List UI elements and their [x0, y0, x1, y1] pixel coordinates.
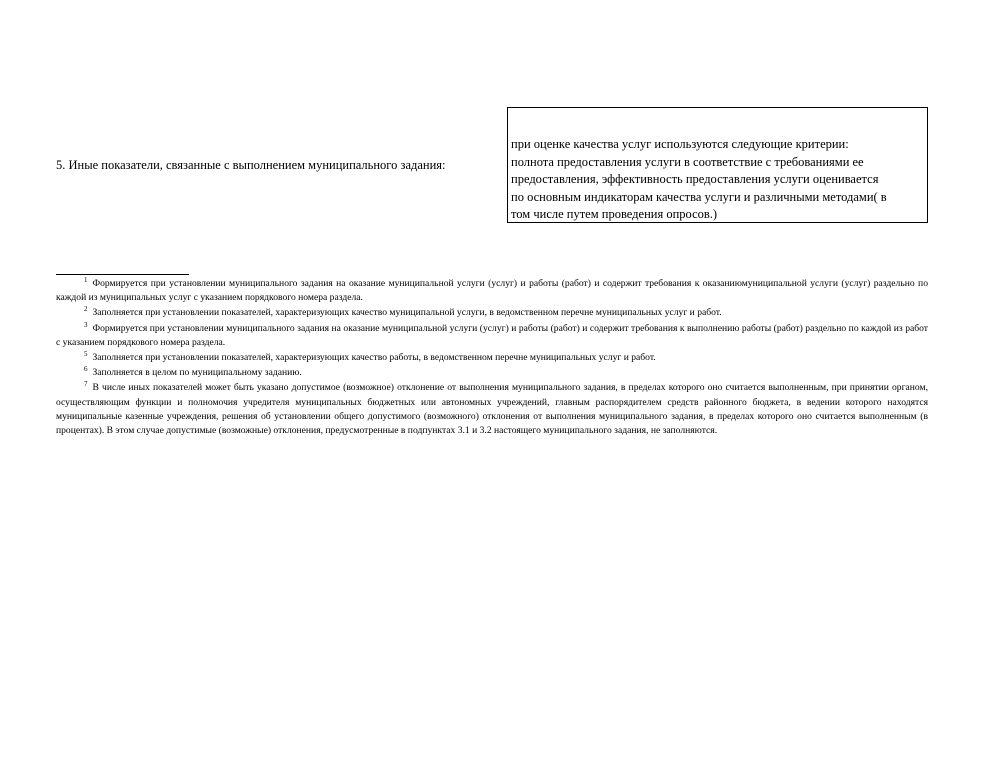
criteria-line: при оценке качества услуг используются следующие критерии: — [511, 137, 849, 151]
footnote-separator — [56, 274, 189, 275]
footnote — [56, 366, 928, 380]
criteria-line: том числе путем проведения опросов.) — [511, 207, 718, 221]
footnote-number: 7 — [84, 380, 88, 389]
footnote-number: 3 — [84, 320, 88, 329]
footnote-text: Формируется при установлении муниципального задания на оказание муниципальной услуги (услуг) и работы (работ) и содержит требования к выполнению работы (работ) раздельно по каждой из работ с указанием порядкового номера раздела. — [56, 322, 928, 348]
criteria-line: предоставления, эффективность предоставления услуги оценивается — [511, 172, 879, 186]
footnote-number: 2 — [84, 305, 88, 314]
criteria-box — [507, 107, 928, 223]
footnote — [56, 381, 928, 438]
section-5-label: 5. Иные показатели, связанные с выполнением муниципального задания: — [56, 158, 446, 172]
footnote — [56, 277, 928, 305]
footnote-text: В числе иных показателей может быть указано допустимое (возможное) отклонение от выполнения муниципального задания, в пределах которого оно считается выполненным, при принятии органом, осуществляющим функции и полномочия учредителя муниципальных бюджетных или автономных учреждений, главным распорядителем средств районного бюджета, в ведении которого находятся муниципальные казенные учреждения, решения об установлении общего допустимого (возможного) отклонения от выполнения муниципального задания, в пределах которого оно считается выполненным (в процентах). В этом случае допустимые (возможные) отклонения, предусмотренные в подпунктах 3.1 и 3.2 настоящего муниципального задания, не заполняются. — [56, 382, 928, 437]
footnote — [56, 322, 928, 350]
footnote-text: Заполняется при установлении показателей, характеризующих качество работы, в ведомственном перечне муниципальных услуг и работ. — [92, 352, 656, 364]
footnote-number: 6 — [84, 365, 88, 374]
footnote — [56, 351, 928, 365]
criteria-line: полнота предоставления услуги в соответствие с требованиями ее — [511, 154, 864, 169]
footnote-number: 5 — [84, 350, 88, 359]
footnote-text: Формируется при установлении муниципального задания на оказание муниципальной услуги (услуг) и работы (работ) и содержит требования к оказаниюмуниципальной услуги (услуг) раздельно по каждой из муниципальных услуг с указанием порядкового номера раздела. — [56, 278, 928, 304]
footnote — [56, 306, 928, 320]
footnotes — [56, 277, 928, 439]
criteria-line: по основным индикаторам качества услуги и различными методами( в — [511, 189, 887, 204]
footnote-number: 1 — [84, 276, 88, 284]
footnote-text: Заполняется в целом по муниципальному заданию. — [92, 367, 302, 379]
footnote-text: Заполняется при установлении показателей, характеризующих качество муниципальной услуги, в ведомственном перечне муниципальных услуг и работ. — [92, 307, 722, 319]
